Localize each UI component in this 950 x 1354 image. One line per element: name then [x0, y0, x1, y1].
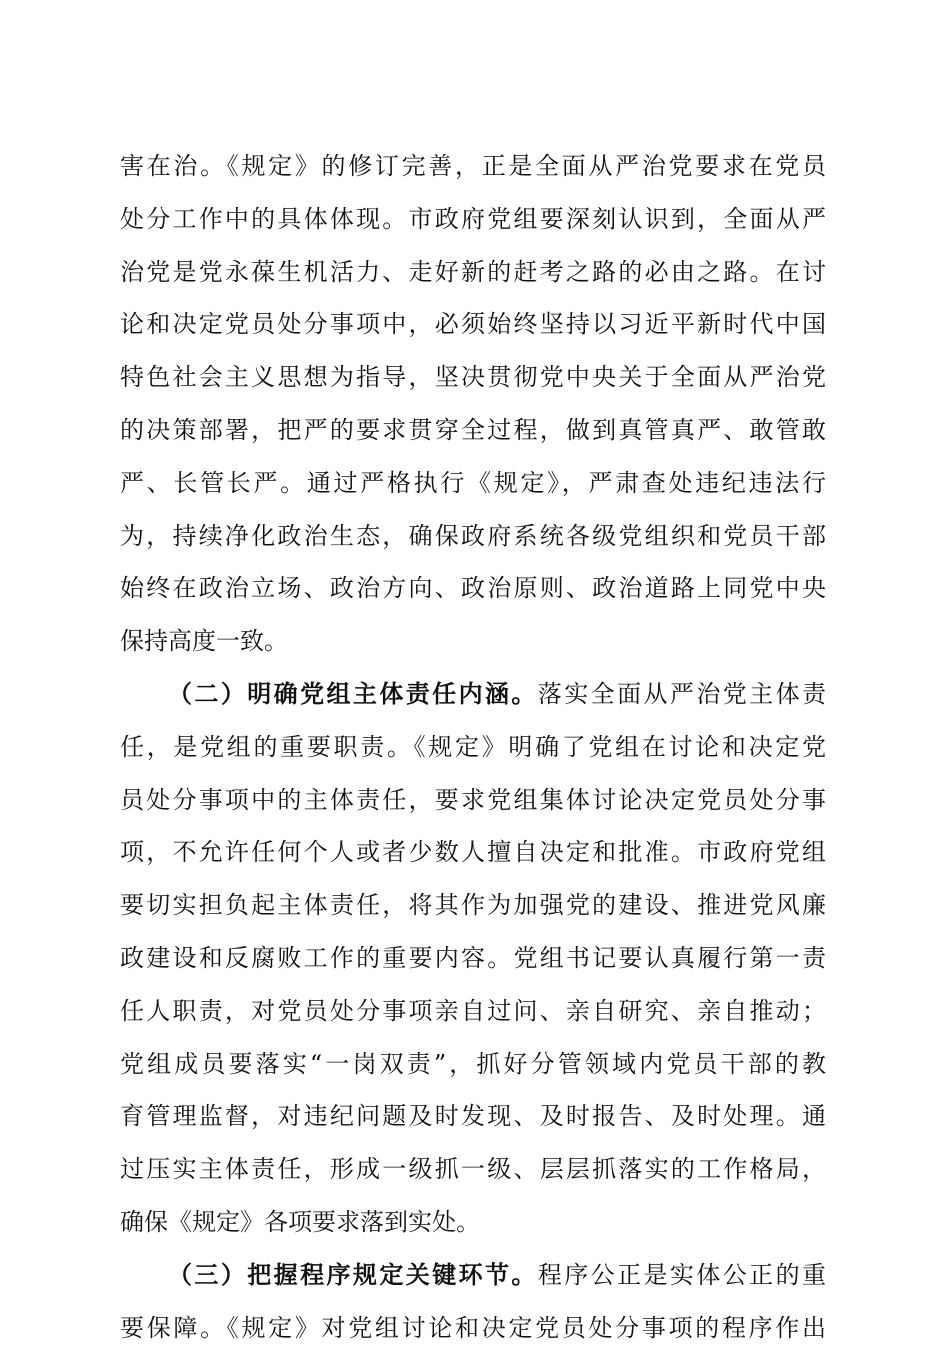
- text-line: 要切实担负起主体责任，将其作为加强党的建设、推进党风廉: [120, 891, 826, 920]
- text-line: 特色社会主义思想为指导，坚决贯彻党中央关于全面从严治党: [120, 363, 826, 392]
- text-line: 论和决定党员处分事项中，必须始终坚持以习近平新时代中国: [120, 310, 826, 339]
- text-line: 政建设和反腐败工作的重要内容。党组书记要认真履行第一责: [120, 943, 826, 972]
- text-line: 任，是党组的重要职责。《规定》明确了党组在讨论和决定党: [120, 732, 826, 761]
- text-line: 的决策部署，把严的要求贯穿全过程，做到真管真严、敢管敢: [120, 415, 826, 444]
- text-line: 保持高度一致。: [120, 627, 288, 656]
- text-line: 任人职责，对党员处分事项亲自过问、亲自研究、亲自推动；: [120, 996, 826, 1025]
- paragraph-3: [120, 1249, 826, 1354]
- text-line: 过压实主体责任，形成一级抓一级、层层抓落实的工作格局，: [120, 1155, 826, 1184]
- paragraph-2: [120, 668, 826, 1249]
- text-line: 始终在政治立场、政治方向、政治原则、政治道路上同党中央: [120, 574, 826, 603]
- heading-line-rest: 落实全面从严治党主体责: [537, 679, 827, 708]
- text-line: 项，不允许任何个人或者少数人擅自决定和批准。市政府党组: [120, 838, 826, 867]
- section-heading: （二）明确党组主体责任内涵。: [168, 678, 538, 708]
- text-line: 员处分事项中的主体责任，要求党组集体讨论决定党员处分事: [120, 785, 826, 814]
- text-line: 党组成员要落实“一岗双责”，抓好分管领域内党员干部的教: [120, 1049, 826, 1078]
- text-line: 要保障。《规定》对党组讨论和决定党员处分事项的程序作出: [120, 1313, 826, 1342]
- text-line: 治党是党永葆生机活力、走好新的赶考之路的必由之路。在讨: [120, 257, 826, 286]
- section-heading: （三）把握程序规定关键环节。: [168, 1259, 538, 1289]
- text-line: 确保《规定》各项要求落到实处。: [120, 1207, 480, 1236]
- text-line: 严、长管长严。通过严格执行《规定》，严肃查处违纪违法行: [120, 468, 826, 497]
- paragraph-first-line: [120, 1249, 826, 1302]
- paragraph-first-line: [120, 668, 826, 721]
- paragraph-1: [120, 140, 826, 668]
- text-line: 害在治。《规定》的修订完善，正是全面从严治党要求在党员: [120, 152, 826, 180]
- heading-line-rest: 程序公正是实体公正的重: [537, 1260, 827, 1289]
- text-line: 为，持续净化政治生态，确保政府系统各级党组织和党员干部: [120, 521, 826, 550]
- text-line: 育管理监督，对违纪问题及时发现、及时报告、及时处理。通: [120, 1102, 826, 1131]
- document-body: [120, 140, 826, 1354]
- text-line: 处分工作中的具体体现。市政府党组要深刻认识到，全面从严: [120, 204, 826, 233]
